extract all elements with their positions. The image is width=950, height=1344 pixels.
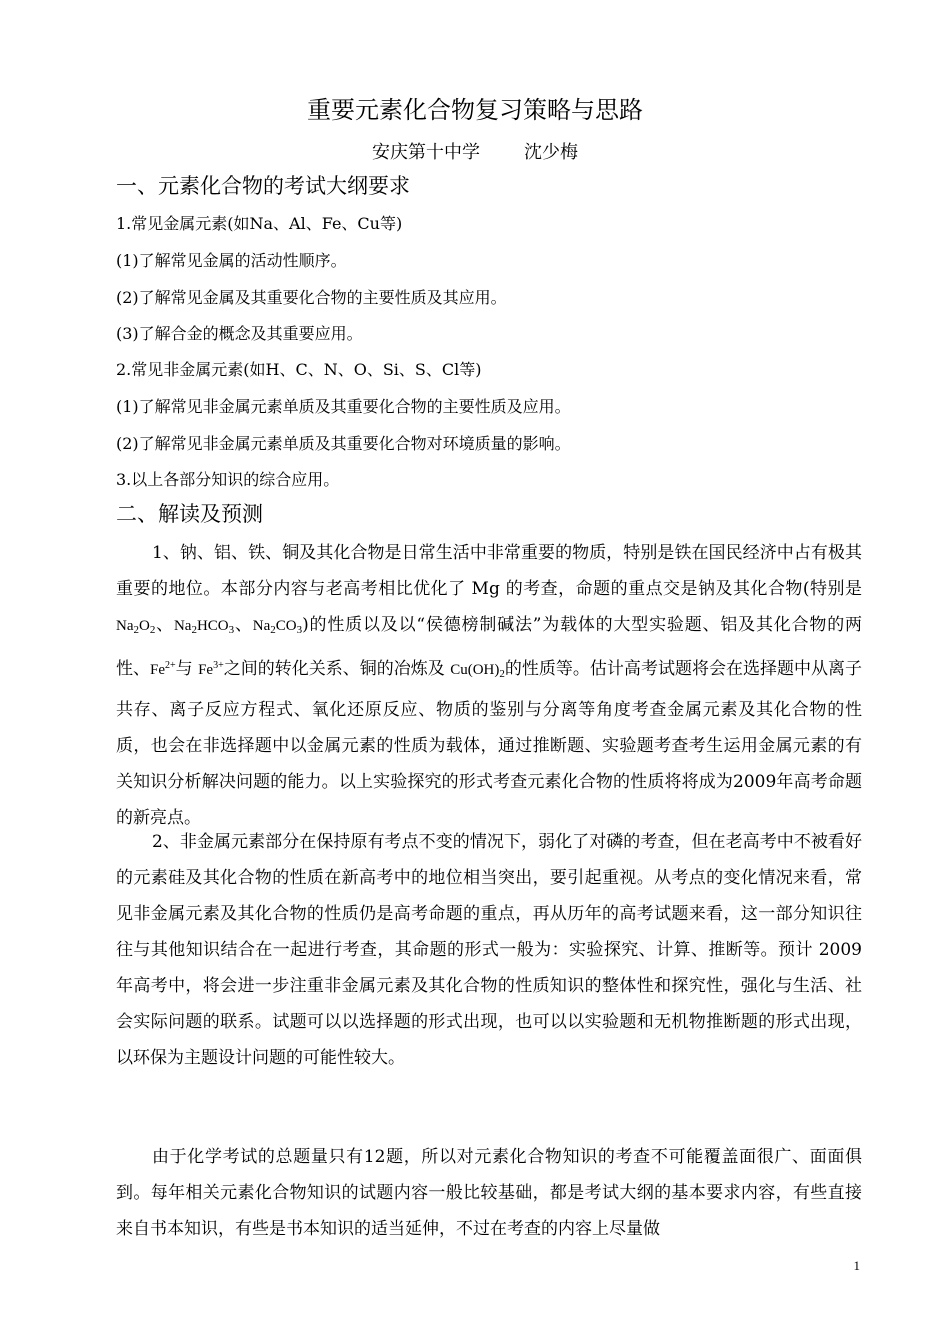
formula-nahco3: $Na_2HCO_3$ bbox=[173, 618, 235, 636]
author-name: 沈少梅 bbox=[524, 142, 578, 163]
paragraph-3: 由于化学考试的总题量只有12题，所以对元素化合物知识的考查不可能覆盖面很广、面面俱到。每年相关元素化合物知识的试题内容一般比较基础，都是考试大纲的基本要求内容，有些直接来自书本知识，有些是书本知识的适当延伸，不过在考查的内容上尽量做 bbox=[116, 1147, 862, 1239]
list-item: (2)了解常见非金属元素单质及其重要化合物对环境质量的影响。 bbox=[116, 434, 571, 453]
author-school: 安庆第十中学 bbox=[372, 142, 480, 163]
list-item: 1.常见金属元素(如Na、Al、Fe、Cu等) bbox=[116, 214, 403, 233]
formula-na2co3: $Na_2CO_3$ bbox=[252, 618, 303, 636]
formula-na2o2: $Na_2O_2$ bbox=[116, 618, 156, 636]
formula-cuoh2: $Cu(OH)_2$ bbox=[450, 662, 505, 680]
list-item: (1)了解常见非金属元素单质及其重要化合物的主要性质及应用。 bbox=[116, 397, 571, 416]
list-item: 2.常见非金属元素(如H、C、N、O、Si、S、Cl等) bbox=[116, 360, 482, 379]
page-number: 1 bbox=[853, 1258, 860, 1273]
section-heading-2: 二、解读及预测 bbox=[116, 502, 263, 526]
list-item: (2)了解常见金属及其重要化合物的主要性质及其应用。 bbox=[116, 288, 507, 307]
list-item: (1)了解常见金属的活动性顺序。 bbox=[116, 251, 347, 270]
document-title: 重要元素化合物复习策略与思路 bbox=[307, 96, 643, 124]
paragraph-2: 2、非金属元素部分在保持原有考点不变的情况下，弱化了对磷的考查，但在老高考中不被看好的元素硅及其化合物的性质在新高考中的地位相当突出，要引起重视。从考点的变化情况来看，常见非金属元素及其化合物的性质仍是高考命题的重点，再从历年的高考试题来看，这一部分知识往往与其他知识结合在一起进行考查，其命题的形式一般为：实验探究、计算、推断等。预计 2009 年高考中，将会进一步注重非金属元素及其化合物的性质知识的整体性和探究性，强化与生活、社会实际问题的联系。试题可以以选择题的形式出现，也可以以实验题和无机物推断题的形式出现，以环保为主题设计问题的可能性较大。 bbox=[116, 832, 862, 1068]
formula-fe2: $Fe^{2+}$ bbox=[150, 660, 176, 678]
list-item: (3)了解合金的概念及其重要应用。 bbox=[116, 324, 363, 343]
list-item: 3.以上各部分知识的综合应用。 bbox=[116, 470, 340, 489]
section-heading-1: 一、元素化合物的考试大纲要求 bbox=[116, 174, 410, 198]
formula-fe3: $Fe^{3+}$ bbox=[198, 660, 224, 678]
author-line bbox=[0, 138, 950, 164]
paragraph-1: 1、钠、铝、铁、铜及其化合物是日常生活中非常重要的物质，特别是铁在国民经济中占有极其重要的地位。本部分内容与老高考相比优化了 Mg 的考查，命题的重点交是钠及其化合物(特别是 $Na_2O_2$、$Na_2HCO_3$、$Na_2CO_3$)的性质以及以“侯德榜制碱法”为载体的大型实验题、铝及其化合物的两性、$Fe^{2+}$与 $Fe^{3+}$之间的转化关系、铜的冶炼及 $Cu(OH)_2$的性质等。估计高考试题将会在选择题中从离子共存、离子反应方程式、氧化还原反应、物质的鉴别与分离等角度考查金属元素及其化合物的性质，也会在非选择题中以金属元素的性质为载体，通过推断题、实验题考查考生运用金属元素的有关知识分析解决问题的能力。以上实验探究的形式考查元素化合物的性质将将成为2009年高考命题的新亮点。 bbox=[116, 543, 863, 828]
